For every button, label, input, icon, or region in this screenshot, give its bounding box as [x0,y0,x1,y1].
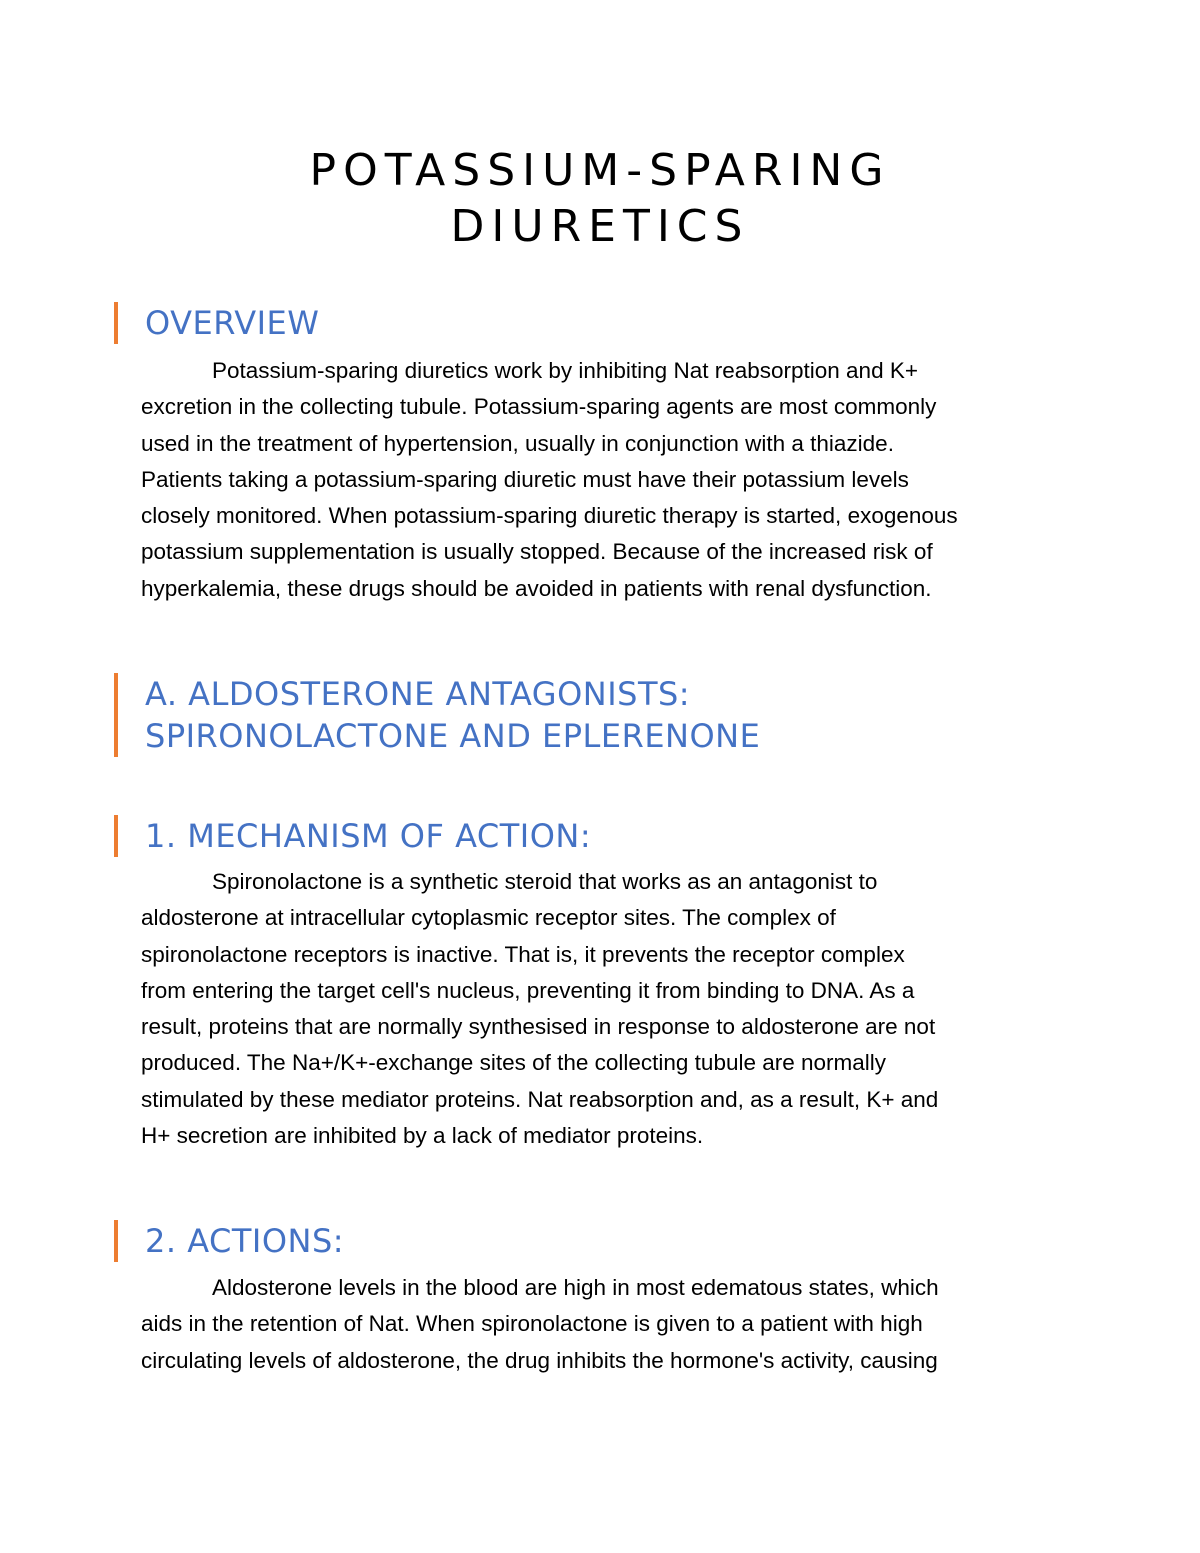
actions-heading [114,1220,344,1262]
mechanism-heading-text: 1. MECHANISM OF ACTION: [145,817,592,855]
mechanism-line: produced. The Na+/K+-exchange sites of the collecting tubule are normally [141,1050,887,1076]
mechanism-line: spironolactone receptors is inactive. That is, it prevents the receptor complex [141,941,905,967]
overview-line: excretion in the collecting tubule. Potassium-sparing agents are most commonly [141,394,937,420]
mechanism-line: aldosterone at intracellular cytoplasmic receptor sites. The complex of [141,905,836,931]
overview-line: Patients taking a potassium-sparing diuretic must have their potassium levels [141,466,909,492]
mechanism-line: from entering the target cell's nucleus, preventing it from binding to DNA. As a [141,977,915,1003]
actions-line: circulating levels of aldosterone, the drug inhibits the hormone's activity, causing [141,1347,938,1373]
mechanism-line: result, proteins that are normally synthesised in response to aldosterone are not [141,1014,936,1040]
mechanism-line: stimulated by these mediator proteins. Nat reabsorption and, as a result, K+ and [141,1086,939,1112]
aldosterone-heading-line-1: A. ALDOSTERONE ANTAGONISTS: [145,675,691,713]
actions-paragraph [141,1270,1071,1379]
mechanism-line: Spironolactone is a synthetic steroid that works as an antagonist to [212,869,878,894]
mechanism-line: H+ secretion are inhibited by a lack of mediator proteins. [141,1123,704,1149]
mechanism-paragraph [141,864,1071,1154]
document-title-line-2: DIURETICS [450,201,750,252]
actions-line: Aldosterone levels in the blood are high in most edematous states, which [212,1275,939,1300]
overview-heading-text: OVERVIEW [145,304,320,342]
overview-line: closely monitored. When potassium-sparing diuretic therapy is started, exogenous [141,503,958,529]
overview-line: used in the treatment of hypertension, usually in conjunction with a thiazide. [141,430,894,456]
document-title [0,143,1200,255]
aldosterone-heading-line-2: SPIRONOLACTONE AND EPLERENONE [145,717,761,755]
overview-line: potassium supplementation is usually stopped. Because of the increased risk of [141,539,933,565]
overview-heading [114,302,319,344]
overview-paragraph [141,353,1071,607]
aldosterone-antagonists-heading [114,673,760,757]
overview-line: Potassium-sparing diuretics work by inhibiting Nat reabsorption and K+ [212,358,918,383]
document-title-line-1: POTASSIUM-SPARING [309,145,891,196]
actions-heading-text: 2. ACTIONS: [145,1222,345,1260]
mechanism-heading [114,815,591,857]
actions-line: aids in the retention of Nat. When spironolactone is given to a patient with high [141,1311,923,1337]
overview-line: hyperkalemia, these drugs should be avoided in patients with renal dysfunction. [141,575,932,601]
